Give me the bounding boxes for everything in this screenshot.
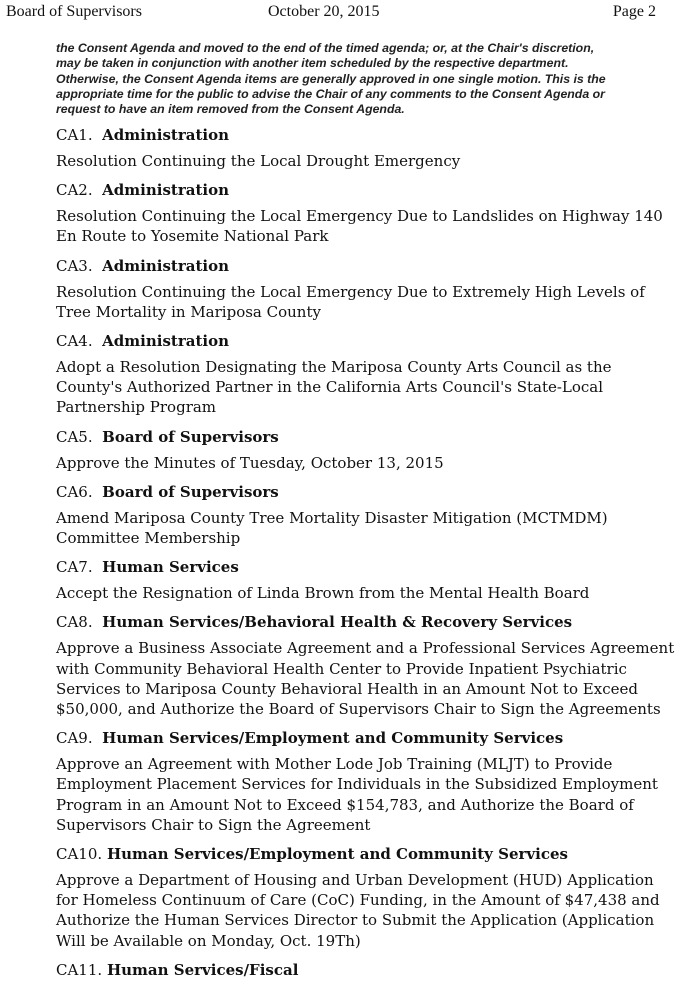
agenda-item: [56, 331, 666, 418]
description-line: Approve an Agreement with Mother Lode Job Training (MLJT) to Provide: [56, 755, 613, 774]
description-line: Program in an Amount Not to Exceed $154,783, and Authorize the Board of: [56, 795, 634, 814]
agenda-item-code: CA7.: [56, 558, 93, 577]
description-line: Approve a Business Associate Agreement and a Professional Services Agreement: [56, 639, 675, 658]
description-line: Accept the Resignation of Linda Brown from the Mental Health Board: [56, 584, 590, 603]
agenda-item-heading: [56, 125, 666, 145]
consent-agenda-intro: [56, 41, 656, 117]
agenda-item-code: CA11.: [56, 960, 103, 979]
agenda-item-description: [56, 583, 666, 603]
description-line: Employment Placement Services for Individuals in the Subsidized Employment: [56, 775, 658, 794]
agenda-item-code: CA3.: [56, 256, 93, 275]
agenda-item-department: Board of Supervisors: [102, 482, 279, 501]
agenda-item-code: CA9.: [56, 729, 93, 748]
description-line: $50,000, and Authorize the Board of Supervisors Chair to Sign the Agreements: [56, 700, 661, 719]
agenda-item-code: CA4.: [56, 332, 93, 351]
agenda-item-description: [56, 754, 666, 835]
agenda-item-description: [56, 453, 666, 473]
agenda-item: [56, 427, 666, 473]
description-line: for Homeless Continuum of Care (CoC) Funding, in the Amount of $47,438 and: [56, 891, 660, 910]
description-line: Supervisors Chair to Sign the Agreement: [56, 815, 371, 834]
agenda-item-heading: [56, 960, 666, 980]
intro-line: appropriate time for the public to advise the Chair of any comments to the Consent Agenda or: [56, 86, 605, 101]
agenda-item-heading: [56, 256, 666, 276]
description-line: Approve the Minutes of Tuesday, October 13, 2015: [56, 453, 444, 472]
description-line: Amend Mariposa County Tree Mortality Disaster Mitigation (MCTMDM): [56, 508, 608, 527]
agenda-item-code: CA2.: [56, 181, 93, 200]
agenda-item-code: CA10.: [56, 845, 103, 864]
agenda-item-department: Administration: [102, 181, 230, 200]
agenda-item-heading: [56, 728, 666, 748]
agenda-item-heading: [56, 331, 666, 351]
header-page-number: Page 2: [612, 3, 656, 20]
agenda-item-heading: [56, 482, 666, 502]
description-line: Will be Available on Monday, Oct. 19Th): [56, 931, 361, 950]
agenda-item-department: Administration: [102, 332, 230, 351]
intro-line: request to have an item removed from the Consent Agenda.: [56, 102, 405, 117]
agenda-item-department: Human Services/Behavioral Health & Recovery Services: [102, 613, 573, 632]
agenda-item-heading: [56, 612, 666, 632]
description-line: Approve a Department of Housing and Urban Development (HUD) Application: [56, 871, 654, 890]
agenda-item-department: Administration: [102, 126, 230, 144]
consent-agenda-items: [56, 125, 675, 986]
agenda-item-code: CA6.: [56, 482, 93, 501]
agenda-item-heading: [56, 844, 666, 864]
description-line: Resolution Continuing the Local Emergency Due to Landslides on Highway 140: [56, 207, 663, 226]
description-line: Adopt a Resolution Designating the Mariposa County Arts Council as the: [56, 358, 612, 377]
intro-line: may be taken in conjunction with another item scheduled by the respective department.: [56, 56, 569, 71]
agenda-item-department: Human Services: [102, 558, 239, 577]
agenda-item-description: [56, 638, 675, 719]
header-board-name: Board of Supervisors: [6, 3, 142, 20]
agenda-item: [56, 125, 666, 171]
intro-line: the Consent Agenda and moved to the end of the timed agenda; or, at the Chair's discretion,: [56, 41, 595, 55]
agenda-item-department: Administration: [102, 256, 230, 275]
agenda-item-description: [56, 357, 666, 418]
description-line: Partnership Program: [56, 398, 217, 417]
intro-line: Otherwise, the Consent Agenda items are generally approved in one single motion. This is the: [56, 71, 606, 86]
agenda-item-code: CA5.: [56, 427, 93, 446]
agenda-item-department: Board of Supervisors: [102, 427, 279, 446]
description-line: Resolution Continuing the Local Drought Emergency: [56, 152, 461, 170]
agenda-item: [56, 960, 666, 980]
agenda-item: [56, 728, 666, 835]
agenda-item: [56, 557, 666, 603]
agenda-item-description: [56, 282, 666, 322]
agenda-item: [56, 482, 666, 548]
agenda-item-department: Human Services/Employment and Community Services: [106, 845, 568, 864]
description-line: Committee Membership: [56, 529, 241, 548]
agenda-item-description: [56, 508, 666, 548]
agenda-item: [56, 256, 666, 322]
agenda-item-heading: [56, 427, 666, 447]
agenda-item-description: [56, 870, 666, 951]
agenda-item-heading: [56, 557, 666, 577]
description-line: En Route to Yosemite National Park: [56, 227, 329, 246]
header-date: October 20, 2015: [268, 3, 380, 20]
description-line: Authorize the Human Services Director to Submit the Application (Application: [56, 911, 655, 930]
description-line: with Community Behavioral Health Center to Provide Inpatient Psychiatric: [56, 659, 627, 678]
description-line: Tree Mortality in Mariposa County: [56, 302, 321, 321]
agenda-item-department: Human Services/Fiscal: [106, 960, 299, 979]
agenda-item-description: [56, 206, 666, 246]
page-header: [0, 0, 680, 24]
description-line: Services to Mariposa County Behavioral Health in an Amount Not to Exceed: [56, 679, 638, 698]
agenda-item-description: [56, 151, 666, 171]
agenda-item: [56, 180, 666, 246]
agenda-item: [56, 844, 666, 951]
agenda-item-department: Human Services/Employment and Community Services: [102, 729, 564, 748]
agenda-item-heading: [56, 180, 666, 200]
agenda-item-code: CA8.: [56, 613, 93, 632]
description-line: Resolution Continuing the Local Emergency Due to Extremely High Levels of: [56, 282, 645, 301]
agenda-item: [56, 612, 675, 719]
description-line: County's Authorized Partner in the California Arts Council's State-Local: [56, 378, 604, 397]
agenda-item-code: CA1.: [56, 126, 93, 144]
